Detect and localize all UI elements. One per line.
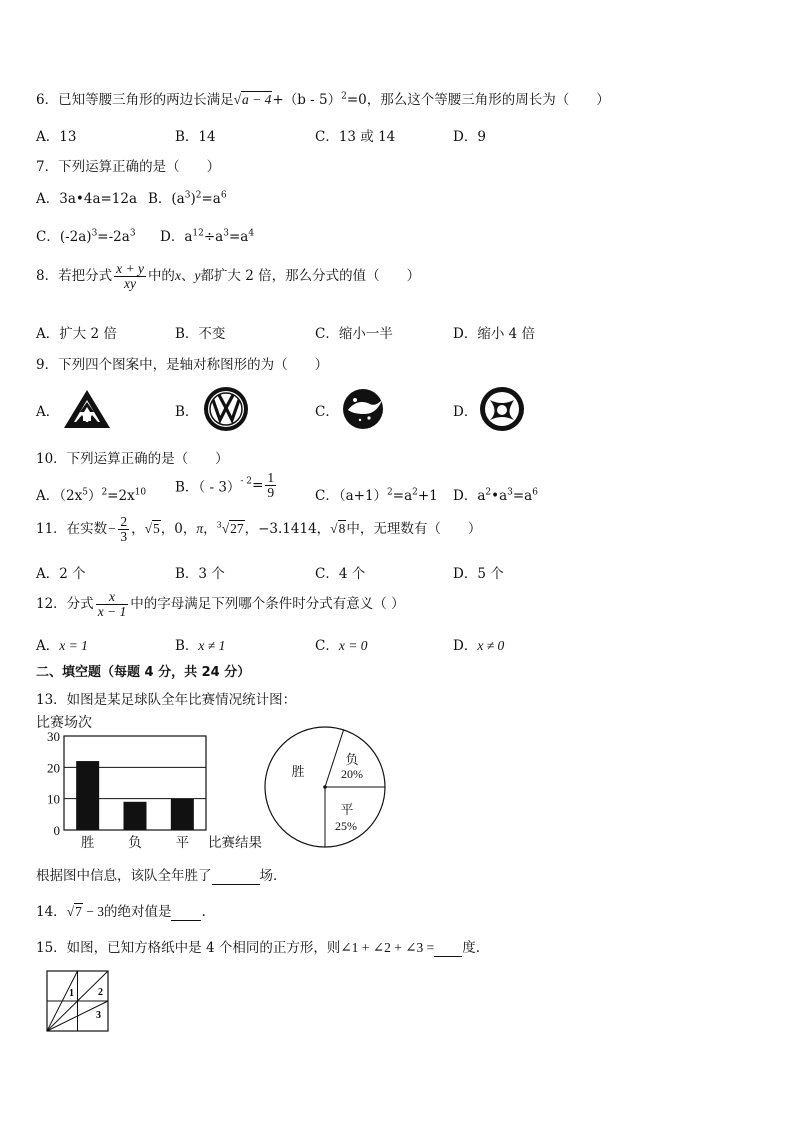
q7-option-a[interactable]: A．3a•4a=12a [36, 191, 138, 207]
q10-option-b[interactable]: B．（ - 3）$^{- 2}$= $\frac{1}{9}$ [175, 470, 275, 501]
q7-option-c[interactable]: C．$(-2a)^3=-2a^3$ [36, 228, 136, 245]
q10-option-a[interactable]: A．$(2x^5)^2=2x^{10}$ [36, 487, 147, 504]
q7-stem: 7．下列运算正确的是（ ） [36, 159, 221, 175]
q13-answer-line: 根据图中信息，该队全年胜了 场． [36, 868, 287, 884]
pie-percent-draw: 25% [335, 819, 357, 833]
circle-logo-icon[interactable] [478, 386, 526, 432]
q9-stem: 9．下列四个图案中，是轴对称图形的为（ ） [36, 357, 329, 373]
bar-3 [171, 799, 194, 830]
q8-option-b[interactable]: B．不变 [175, 326, 226, 342]
q12-option-b[interactable]: B．x ≠ 1 [175, 638, 226, 654]
q15-stem: 15．如图，已知方格纸中是 4 个相同的正方形，则∠1 + ∠2 + ∠3 = 度. [36, 940, 481, 956]
angle-label-3: 3 [96, 1010, 101, 1021]
y-tick-label: 10 [47, 791, 60, 807]
q11-option-b[interactable]: B．3 个 [175, 566, 225, 582]
bar-chart [34, 712, 264, 852]
x-tick-label: 平 [175, 835, 190, 851]
pie-label-win: 胜 [291, 765, 305, 780]
q6-option-d[interactable]: D．9 [453, 129, 486, 145]
q10-option-c[interactable]: C．$(a+1)^2=a^2+1$ [315, 487, 438, 504]
vw-logo-icon[interactable] [202, 386, 250, 432]
q14-stem: 14．√7 − 3的绝对值是 . [36, 904, 206, 920]
q6-option-a[interactable]: A．13 [36, 129, 77, 145]
q6-sqrt: √a − 4 [233, 92, 272, 107]
pie-label-lose: 负 [345, 753, 359, 768]
q8-option-d[interactable]: D．缩小 4 倍 [453, 326, 535, 342]
q9-label-c[interactable]: C． [315, 404, 339, 420]
y-axis-label: 比赛场次 [36, 715, 92, 731]
q14-blank[interactable] [171, 904, 201, 921]
q12-option-a[interactable]: A．x = 1 [36, 638, 88, 654]
bird-logo-icon[interactable] [340, 388, 386, 430]
pie-center [323, 785, 327, 789]
q12-option-d[interactable]: D．x ≠ 0 [453, 638, 505, 654]
bar-1 [76, 761, 99, 830]
q12-stem: 12．分式 $\frac{x}{x - 1}$ 中的字母满足下列哪个条件时分式有意义（ ） [36, 589, 405, 620]
x-axis-label: 比赛结果 [208, 835, 262, 851]
q13-stem: 13．如图是某足球队全年比赛情况统计图： [36, 692, 297, 708]
q9-label-d[interactable]: D． [453, 404, 478, 420]
q11-option-c[interactable]: C．4 个 [315, 566, 366, 582]
q11-option-d[interactable]: D．5 个 [453, 566, 504, 582]
q6-stem: 6．已知等腰三角形的两边长满足√a − 4+（b - 5）$^2$=0，那么这个等腰三角形的周长为（ ） [36, 91, 610, 108]
q11-stem: 11．在实数− $\frac{2}{3}$ ，√5，0，π，$^3$√27，−3.1414，√8中，无理数有（ ） [36, 514, 482, 545]
angle-label-2: 2 [98, 987, 103, 998]
q6-option-c[interactable]: C．13 或 14 [315, 129, 396, 145]
x-tick-label: 胜 [80, 835, 95, 851]
q9-label-b[interactable]: B． [175, 404, 199, 420]
y-tick-label: 0 [53, 823, 60, 838]
q11-option-a[interactable]: A．2 个 [36, 566, 86, 582]
q8-option-c[interactable]: C．缩小一半 [315, 326, 393, 342]
q8-option-a[interactable]: A．扩大 2 倍 [36, 326, 117, 342]
y-tick-label: 20 [47, 760, 60, 776]
q7-option-b[interactable]: B．$(a^3)^2=a^6$ [148, 190, 227, 207]
y-tick-label: 30 [47, 729, 60, 744]
q6-option-b[interactable]: B．14 [175, 129, 216, 145]
q8-fraction: $\frac{x + y}{xy}$ [116, 261, 144, 292]
q8-stem: 8．若把分式 $\frac{x + y}{xy}$ 中的x、y都扩大 2 倍，那么分式的值（ ） [36, 261, 421, 292]
pie-chart [262, 724, 388, 850]
q9-label-a[interactable]: A． [36, 404, 60, 420]
q10-option-d[interactable]: D．$a^2•a^3=a^6$ [453, 487, 538, 504]
q13-blank[interactable] [212, 868, 260, 885]
x-tick-label: 负 [128, 835, 142, 851]
section-2-title: 二、填空题（每题 4 分，共 24 分） [36, 665, 251, 680]
q15-blank[interactable] [434, 940, 462, 957]
q10-stem: 10．下列运算正确的是（ ） [36, 451, 229, 467]
pie-percent-lose: 20% [341, 767, 363, 781]
q7-option-d[interactable]: D．$a^{12}\div a^3=a^4$ [160, 228, 255, 245]
bar-2 [124, 802, 147, 830]
q12-option-c[interactable]: C．x = 0 [315, 638, 368, 654]
angle-label-1: 1 [69, 988, 74, 999]
recycle-logo-icon[interactable] [62, 388, 112, 430]
pie-label-draw: 平 [340, 803, 354, 818]
grid-angle-figure [46, 970, 110, 1032]
